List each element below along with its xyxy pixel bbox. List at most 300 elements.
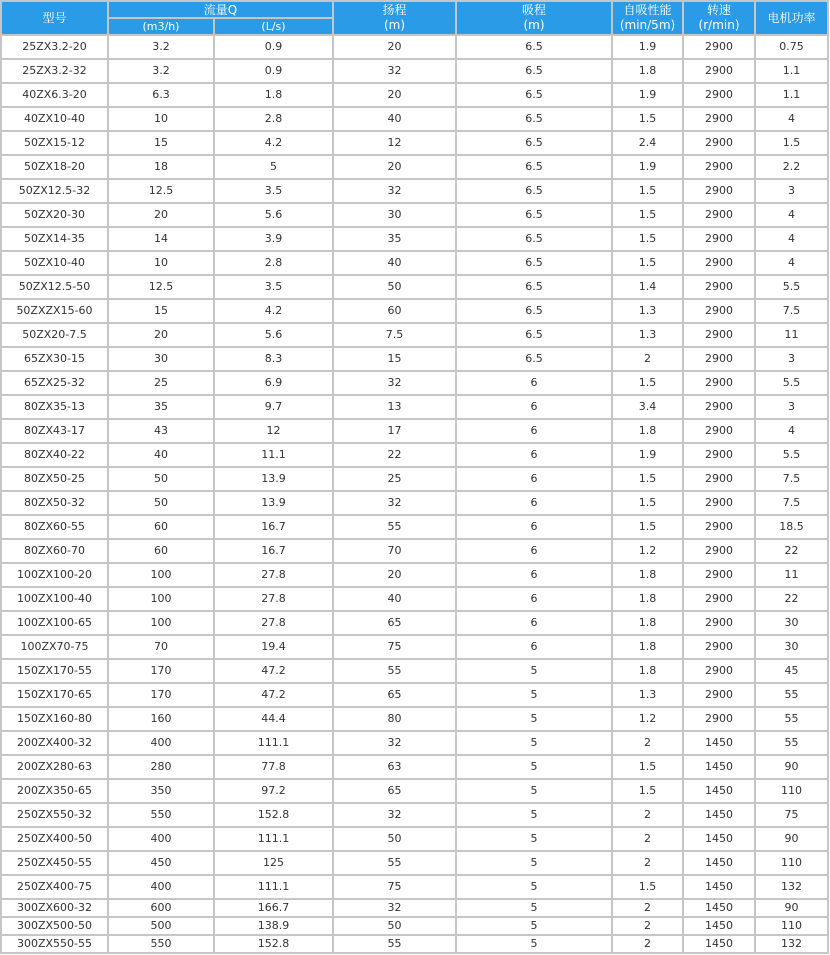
cell-self-priming: 1.5 — [613, 468, 682, 490]
cell-flow-m3h: 3.2 — [109, 60, 213, 82]
cell-flow-m3h: 500 — [109, 918, 213, 934]
cell-flow-m3h: 70 — [109, 636, 213, 658]
cell-speed: 2900 — [684, 36, 754, 58]
cell-self-priming: 2 — [613, 828, 682, 850]
header-self-priming — [613, 2, 682, 34]
cell-self-priming: 2 — [613, 732, 682, 754]
cell-power: 3 — [756, 180, 827, 202]
table-body — [2, 36, 827, 952]
cell-model: 150ZX170-55 — [2, 660, 107, 682]
cell-power: 2.2 — [756, 156, 827, 178]
cell-flow-ls: 97.2 — [215, 780, 332, 802]
cell-suction: 6.5 — [457, 132, 611, 154]
cell-speed: 2900 — [684, 612, 754, 634]
cell-flow-ls: 27.8 — [215, 588, 332, 610]
cell-suction: 6 — [457, 588, 611, 610]
cell-suction: 6.5 — [457, 156, 611, 178]
header-speed-label: 转速 — [707, 3, 732, 17]
cell-self-priming: 1.3 — [613, 324, 682, 346]
cell-power: 18.5 — [756, 516, 827, 538]
cell-head: 20 — [334, 564, 455, 586]
cell-self-priming: 1.8 — [613, 588, 682, 610]
cell-model: 25ZX3.2-32 — [2, 60, 107, 82]
cell-power: 4 — [756, 420, 827, 442]
cell-head: 75 — [334, 636, 455, 658]
cell-head: 63 — [334, 756, 455, 778]
cell-speed: 1450 — [684, 852, 754, 874]
cell-flow-m3h: 60 — [109, 540, 213, 562]
cell-flow-m3h: 170 — [109, 660, 213, 682]
cell-flow-m3h: 600 — [109, 900, 213, 916]
cell-flow-m3h: 43 — [109, 420, 213, 442]
cell-model: 50ZX12.5-50 — [2, 276, 107, 298]
cell-model: 300ZX600-32 — [2, 900, 107, 916]
cell-self-priming: 2 — [613, 936, 682, 952]
cell-flow-ls: 0.9 — [215, 60, 332, 82]
cell-head: 65 — [334, 612, 455, 634]
cell-power: 5.5 — [756, 276, 827, 298]
cell-suction: 5 — [457, 780, 611, 802]
cell-flow-ls: 47.2 — [215, 660, 332, 682]
table-row — [2, 918, 827, 934]
table-row — [2, 588, 827, 610]
table-row — [2, 936, 827, 952]
cell-suction: 5 — [457, 732, 611, 754]
cell-head: 20 — [334, 84, 455, 106]
cell-model: 50ZX10-40 — [2, 252, 107, 274]
cell-head: 60 — [334, 300, 455, 322]
cell-self-priming: 1.5 — [613, 252, 682, 274]
cell-power: 90 — [756, 828, 827, 850]
cell-suction: 6 — [457, 468, 611, 490]
cell-model: 200ZX280-63 — [2, 756, 107, 778]
cell-speed: 2900 — [684, 492, 754, 514]
cell-suction: 5 — [457, 852, 611, 874]
cell-power: 55 — [756, 708, 827, 730]
cell-suction: 6.5 — [457, 276, 611, 298]
cell-self-priming: 1.8 — [613, 660, 682, 682]
cell-head: 32 — [334, 804, 455, 826]
cell-suction: 6 — [457, 492, 611, 514]
cell-power: 1.1 — [756, 84, 827, 106]
cell-model: 50ZX20-7.5 — [2, 324, 107, 346]
cell-speed: 1450 — [684, 876, 754, 898]
cell-flow-ls: 5.6 — [215, 324, 332, 346]
cell-self-priming: 1.3 — [613, 300, 682, 322]
cell-flow-m3h: 12.5 — [109, 276, 213, 298]
cell-model: 80ZX35-13 — [2, 396, 107, 418]
cell-model: 250ZX400-50 — [2, 828, 107, 850]
cell-flow-m3h: 18 — [109, 156, 213, 178]
cell-model: 50ZX15-12 — [2, 132, 107, 154]
cell-suction: 6.5 — [457, 36, 611, 58]
cell-power: 55 — [756, 732, 827, 754]
table-row — [2, 180, 827, 202]
cell-flow-ls: 3.9 — [215, 228, 332, 250]
cell-self-priming: 1.5 — [613, 108, 682, 130]
cell-flow-m3h: 550 — [109, 804, 213, 826]
cell-flow-m3h: 15 — [109, 132, 213, 154]
cell-self-priming: 2 — [613, 348, 682, 370]
cell-head: 25 — [334, 468, 455, 490]
cell-model: 40ZX10-40 — [2, 108, 107, 130]
cell-speed: 2900 — [684, 324, 754, 346]
cell-flow-ls: 16.7 — [215, 540, 332, 562]
cell-flow-ls: 13.9 — [215, 492, 332, 514]
cell-flow-m3h: 10 — [109, 108, 213, 130]
cell-suction: 5 — [457, 684, 611, 706]
cell-model: 150ZX170-65 — [2, 684, 107, 706]
cell-head: 20 — [334, 36, 455, 58]
cell-suction: 6 — [457, 636, 611, 658]
table-row — [2, 60, 827, 82]
cell-power: 110 — [756, 780, 827, 802]
cell-self-priming: 1.9 — [613, 444, 682, 466]
cell-flow-m3h: 100 — [109, 564, 213, 586]
cell-self-priming: 1.5 — [613, 372, 682, 394]
cell-head: 65 — [334, 684, 455, 706]
cell-model: 50ZX14-35 — [2, 228, 107, 250]
cell-head: 32 — [334, 372, 455, 394]
cell-head: 12 — [334, 132, 455, 154]
cell-power: 4 — [756, 204, 827, 226]
table-row — [2, 732, 827, 754]
cell-power: 5.5 — [756, 444, 827, 466]
cell-head: 40 — [334, 588, 455, 610]
cell-suction: 6.5 — [457, 84, 611, 106]
cell-self-priming: 2 — [613, 852, 682, 874]
cell-self-priming: 1.8 — [613, 420, 682, 442]
cell-power: 1.1 — [756, 60, 827, 82]
cell-speed: 2900 — [684, 588, 754, 610]
table-row — [2, 348, 827, 370]
cell-head: 35 — [334, 228, 455, 250]
cell-speed: 2900 — [684, 468, 754, 490]
cell-power: 90 — [756, 900, 827, 916]
cell-flow-ls: 44.4 — [215, 708, 332, 730]
table-row — [2, 204, 827, 226]
cell-head: 55 — [334, 852, 455, 874]
cell-model: 65ZX30-15 — [2, 348, 107, 370]
cell-power: 3 — [756, 348, 827, 370]
cell-self-priming: 1.5 — [613, 204, 682, 226]
cell-suction: 5 — [457, 900, 611, 916]
cell-flow-ls: 0.9 — [215, 36, 332, 58]
cell-head: 15 — [334, 348, 455, 370]
cell-self-priming: 1.5 — [613, 180, 682, 202]
cell-speed: 2900 — [684, 684, 754, 706]
cell-speed: 2900 — [684, 636, 754, 658]
cell-flow-ls: 27.8 — [215, 564, 332, 586]
cell-suction: 6.5 — [457, 108, 611, 130]
cell-power: 11 — [756, 324, 827, 346]
cell-power: 90 — [756, 756, 827, 778]
cell-self-priming: 1.8 — [613, 636, 682, 658]
cell-speed: 1450 — [684, 804, 754, 826]
cell-suction: 6 — [457, 396, 611, 418]
cell-head: 32 — [334, 180, 455, 202]
cell-head: 32 — [334, 900, 455, 916]
cell-suction: 5 — [457, 876, 611, 898]
cell-flow-ls: 4.2 — [215, 132, 332, 154]
cell-model: 150ZX160-80 — [2, 708, 107, 730]
cell-head: 40 — [334, 108, 455, 130]
table-row — [2, 828, 827, 850]
cell-suction: 6.5 — [457, 180, 611, 202]
cell-flow-m3h: 10 — [109, 252, 213, 274]
cell-speed: 2900 — [684, 276, 754, 298]
cell-self-priming: 1.5 — [613, 780, 682, 802]
table-row — [2, 36, 827, 58]
cell-speed: 2900 — [684, 60, 754, 82]
cell-flow-ls: 9.7 — [215, 396, 332, 418]
cell-flow-ls: 6.9 — [215, 372, 332, 394]
cell-speed: 2900 — [684, 300, 754, 322]
header-head-label: 扬程 — [382, 3, 407, 17]
table-row — [2, 132, 827, 154]
cell-flow-m3h: 100 — [109, 612, 213, 634]
cell-speed: 2900 — [684, 444, 754, 466]
cell-flow-m3h: 6.3 — [109, 84, 213, 106]
cell-self-priming: 1.3 — [613, 684, 682, 706]
cell-flow-ls: 5 — [215, 156, 332, 178]
header-head-unit: (m) — [383, 18, 406, 32]
cell-self-priming: 1.9 — [613, 36, 682, 58]
cell-power: 110 — [756, 852, 827, 874]
cell-flow-m3h: 35 — [109, 396, 213, 418]
cell-power: 1.5 — [756, 132, 827, 154]
table-row — [2, 804, 827, 826]
cell-flow-m3h: 400 — [109, 876, 213, 898]
cell-self-priming: 2.4 — [613, 132, 682, 154]
header-suction-label: 吸程 — [522, 3, 547, 17]
cell-model: 50ZX12.5-32 — [2, 180, 107, 202]
cell-flow-m3h: 15 — [109, 300, 213, 322]
cell-flow-ls: 152.8 — [215, 804, 332, 826]
cell-model: 200ZX400-32 — [2, 732, 107, 754]
cell-head: 30 — [334, 204, 455, 226]
table-row — [2, 516, 827, 538]
cell-self-priming: 2 — [613, 900, 682, 916]
cell-flow-m3h: 30 — [109, 348, 213, 370]
cell-self-priming: 2 — [613, 918, 682, 934]
cell-power: 132 — [756, 936, 827, 952]
cell-flow-ls: 13.9 — [215, 468, 332, 490]
cell-speed: 2900 — [684, 180, 754, 202]
cell-power: 4 — [756, 252, 827, 274]
cell-power: 4 — [756, 228, 827, 250]
header-model: 型号 — [2, 2, 107, 34]
cell-self-priming: 1.9 — [613, 156, 682, 178]
cell-self-priming: 1.5 — [613, 228, 682, 250]
cell-head: 80 — [334, 708, 455, 730]
cell-model: 80ZX50-32 — [2, 492, 107, 514]
cell-head: 55 — [334, 516, 455, 538]
cell-model: 100ZX100-65 — [2, 612, 107, 634]
cell-head: 22 — [334, 444, 455, 466]
cell-flow-m3h: 20 — [109, 324, 213, 346]
cell-head: 17 — [334, 420, 455, 442]
cell-model: 80ZX43-17 — [2, 420, 107, 442]
cell-power: 7.5 — [756, 492, 827, 514]
cell-suction: 6.5 — [457, 324, 611, 346]
table-row — [2, 756, 827, 778]
cell-head: 20 — [334, 156, 455, 178]
cell-model: 200ZX350-65 — [2, 780, 107, 802]
cell-self-priming: 1.5 — [613, 492, 682, 514]
header-speed-unit: (r/min) — [698, 18, 740, 32]
table-row — [2, 108, 827, 130]
table-row — [2, 396, 827, 418]
cell-model: 250ZX400-75 — [2, 876, 107, 898]
cell-suction: 6 — [457, 564, 611, 586]
cell-flow-ls: 138.9 — [215, 918, 332, 934]
cell-suction: 6 — [457, 444, 611, 466]
cell-model: 40ZX6.3-20 — [2, 84, 107, 106]
cell-head: 50 — [334, 276, 455, 298]
header-power: 电机功率 — [756, 2, 827, 34]
cell-model: 50ZX20-30 — [2, 204, 107, 226]
table-row — [2, 564, 827, 586]
cell-head: 50 — [334, 828, 455, 850]
cell-power: 7.5 — [756, 300, 827, 322]
cell-flow-m3h: 3.2 — [109, 36, 213, 58]
cell-flow-ls: 166.7 — [215, 900, 332, 916]
cell-self-priming: 3.4 — [613, 396, 682, 418]
table-row — [2, 612, 827, 634]
cell-suction: 6.5 — [457, 252, 611, 274]
cell-model: 100ZX100-20 — [2, 564, 107, 586]
header-self-priming-label: 自吸性能 — [623, 3, 672, 17]
cell-flow-m3h: 160 — [109, 708, 213, 730]
cell-flow-ls: 5.6 — [215, 204, 332, 226]
cell-power: 22 — [756, 540, 827, 562]
table-row — [2, 900, 827, 916]
table-row — [2, 852, 827, 874]
table-row — [2, 324, 827, 346]
cell-speed: 1450 — [684, 828, 754, 850]
cell-head: 32 — [334, 60, 455, 82]
header-flow-m3h: (m3/h) — [109, 19, 213, 34]
cell-flow-ls: 111.1 — [215, 828, 332, 850]
cell-self-priming: 1.5 — [613, 516, 682, 538]
table-row — [2, 300, 827, 322]
cell-head: 75 — [334, 876, 455, 898]
cell-speed: 2900 — [684, 708, 754, 730]
cell-power: 5.5 — [756, 372, 827, 394]
cell-head: 50 — [334, 918, 455, 934]
cell-flow-m3h: 50 — [109, 468, 213, 490]
cell-flow-ls: 27.8 — [215, 612, 332, 634]
cell-head: 55 — [334, 660, 455, 682]
cell-speed: 2900 — [684, 132, 754, 154]
cell-speed: 2900 — [684, 252, 754, 274]
cell-suction: 5 — [457, 756, 611, 778]
cell-model: 300ZX550-55 — [2, 936, 107, 952]
cell-power: 30 — [756, 636, 827, 658]
cell-self-priming: 1.8 — [613, 612, 682, 634]
header-head — [334, 2, 455, 34]
cell-flow-ls: 11.1 — [215, 444, 332, 466]
table-row — [2, 84, 827, 106]
cell-model: 100ZX70-75 — [2, 636, 107, 658]
cell-suction: 6.5 — [457, 348, 611, 370]
cell-speed: 2900 — [684, 156, 754, 178]
cell-flow-m3h: 14 — [109, 228, 213, 250]
cell-power: 3 — [756, 396, 827, 418]
cell-speed: 2900 — [684, 372, 754, 394]
cell-flow-ls: 111.1 — [215, 732, 332, 754]
cell-power: 110 — [756, 918, 827, 934]
cell-suction: 5 — [457, 936, 611, 952]
cell-suction: 5 — [457, 828, 611, 850]
cell-suction: 5 — [457, 660, 611, 682]
table-row — [2, 468, 827, 490]
cell-flow-m3h: 170 — [109, 684, 213, 706]
cell-flow-ls: 1.8 — [215, 84, 332, 106]
cell-suction: 6 — [457, 540, 611, 562]
table-row — [2, 492, 827, 514]
cell-speed: 2900 — [684, 540, 754, 562]
cell-suction: 5 — [457, 804, 611, 826]
cell-suction: 6 — [457, 372, 611, 394]
cell-self-priming: 1.9 — [613, 84, 682, 106]
cell-suction: 6.5 — [457, 60, 611, 82]
cell-suction: 6.5 — [457, 228, 611, 250]
cell-power: 11 — [756, 564, 827, 586]
table-row — [2, 444, 827, 466]
cell-speed: 1450 — [684, 780, 754, 802]
cell-flow-ls: 8.3 — [215, 348, 332, 370]
table-row — [2, 276, 827, 298]
cell-head: 40 — [334, 252, 455, 274]
cell-flow-ls: 3.5 — [215, 180, 332, 202]
cell-model: 25ZX3.2-20 — [2, 36, 107, 58]
cell-model: 50ZX18-20 — [2, 156, 107, 178]
cell-speed: 2900 — [684, 420, 754, 442]
cell-model: 80ZX60-55 — [2, 516, 107, 538]
cell-model: 250ZX550-32 — [2, 804, 107, 826]
cell-head: 32 — [334, 492, 455, 514]
cell-suction: 6 — [457, 612, 611, 634]
cell-speed: 1450 — [684, 756, 754, 778]
cell-speed: 1450 — [684, 732, 754, 754]
cell-model: 250ZX450-55 — [2, 852, 107, 874]
table-row — [2, 780, 827, 802]
cell-flow-m3h: 60 — [109, 516, 213, 538]
cell-power: 7.5 — [756, 468, 827, 490]
cell-speed: 2900 — [684, 516, 754, 538]
table-row — [2, 372, 827, 394]
cell-self-priming: 1.4 — [613, 276, 682, 298]
cell-flow-ls: 2.8 — [215, 252, 332, 274]
header-speed — [684, 2, 754, 34]
cell-flow-m3h: 20 — [109, 204, 213, 226]
table-row — [2, 540, 827, 562]
cell-flow-m3h: 350 — [109, 780, 213, 802]
cell-flow-ls: 111.1 — [215, 876, 332, 898]
cell-self-priming: 1.8 — [613, 60, 682, 82]
table-row — [2, 252, 827, 274]
cell-model: 65ZX25-32 — [2, 372, 107, 394]
cell-model: 50ZXZX15-60 — [2, 300, 107, 322]
cell-suction: 6 — [457, 516, 611, 538]
cell-flow-ls: 47.2 — [215, 684, 332, 706]
cell-flow-m3h: 12.5 — [109, 180, 213, 202]
cell-model: 80ZX60-70 — [2, 540, 107, 562]
cell-flow-ls: 77.8 — [215, 756, 332, 778]
cell-flow-m3h: 400 — [109, 732, 213, 754]
